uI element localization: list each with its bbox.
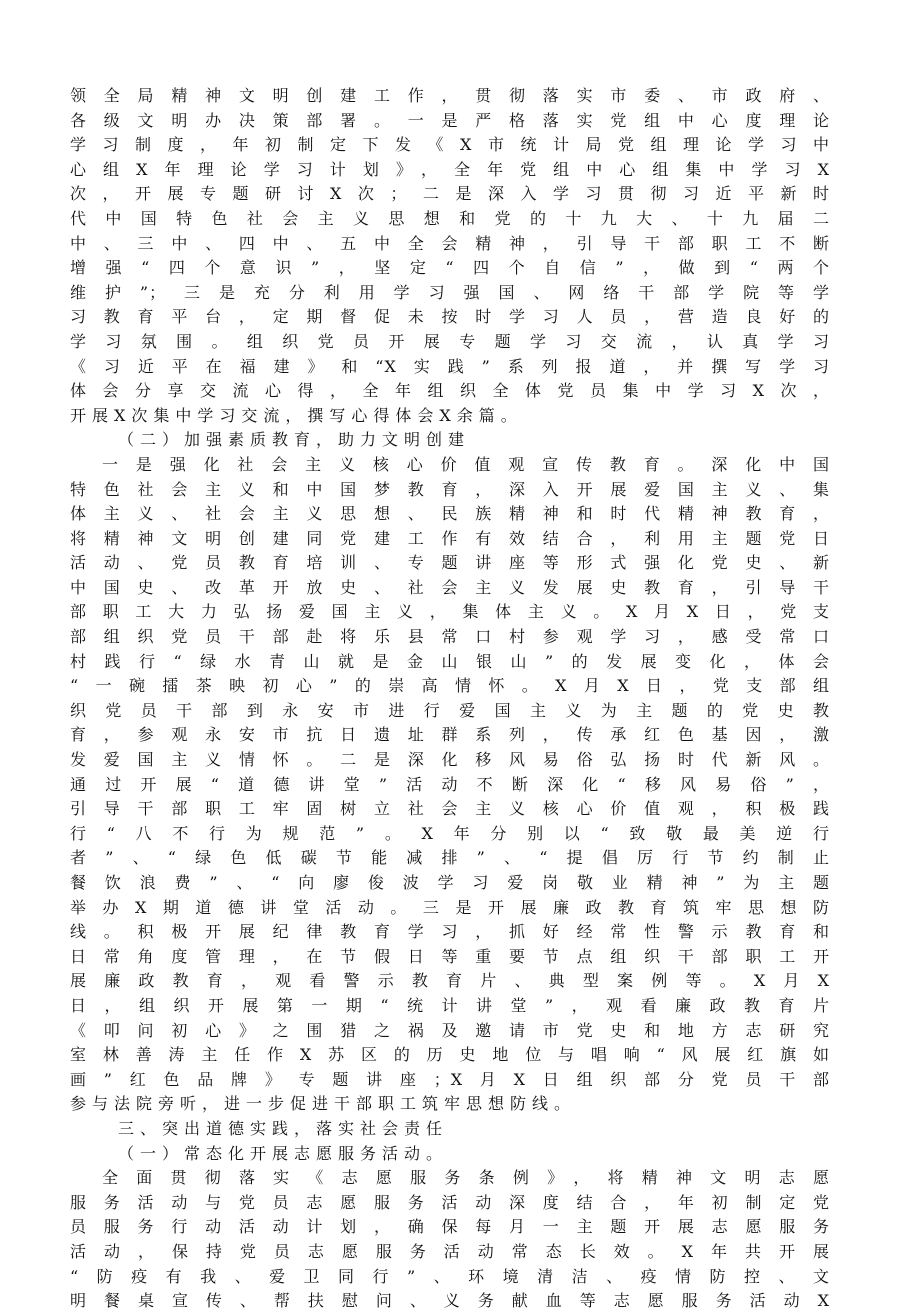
text-line: “一碗擂茶映初心”的崇高情怀。X月X日，党支部组 xyxy=(70,676,830,696)
paragraph-last-line: 开展X次集中学习交流，撰写心得体会X余篇。 xyxy=(70,405,523,425)
text-line: 画”红色品牌》专题讲座；X月X日组织部分党员干部 xyxy=(70,1069,830,1089)
text-line: 展廉政教育，观看警示教育片、典型案例等。X月X xyxy=(70,971,830,991)
text-line: 室林善涛主任作X苏区的历史地位与唱响“风展红旗如 xyxy=(70,1045,830,1065)
text-line: 线。积极开展纪律教育学习，抓好经常性警示教育和 xyxy=(70,922,830,942)
text-line: 维护”；三是充分利用学习强国、网络干部学院等学 xyxy=(70,282,830,302)
text-line: 各级文明办决策部署。一是严格落实党组中心度理论 xyxy=(70,110,830,130)
paragraph-last-line: 参与法院旁听，进一步促进干部职工筑牢思想防线。 xyxy=(70,1094,577,1114)
text-line: 将精神文明创建同党建工作有效结合，利用主题党日 xyxy=(70,528,830,548)
text-line: 发爱国主义情怀。二是深化移风易俗弘扬时代新风。 xyxy=(70,750,830,770)
text-line: 特色社会主义和中国梦教育，深入开展爱国主义、集 xyxy=(70,479,830,499)
text-line: 举办X期道德讲堂活动。三是开展廉政教育筑牢思想防 xyxy=(70,897,830,917)
text-line: 学习制度，年初制定下发《X市统计局党组理论学习中 xyxy=(70,135,830,155)
text-line: 代中国特色社会主义思想和党的十九大、十九届二 xyxy=(70,208,830,228)
text-line: 中、三中、四中、五中全会精神，引导干部职工不断 xyxy=(70,233,830,253)
text-line: 通过开展“道德讲堂”活动不断深化“移风易俗”， xyxy=(70,774,830,794)
text-line: 者”、“绿色低碳节能减排”、“提倡厉行节约制止 xyxy=(70,848,830,868)
paragraph-first-line: 全面贯彻落实《志愿服务条例》，将精神文明志愿 xyxy=(102,1168,830,1188)
subsection-heading: （一）常态化开展志愿服务活动。 xyxy=(118,1143,449,1163)
text-line: 增强“四个意识”，坚定“四个自信”，做到“两个 xyxy=(70,258,830,278)
text-line: 习教育平台，定期督促未按时学习人员，营造良好的 xyxy=(70,307,830,327)
text-line: 引导干部职工牢固树立社会主义核心价值观，积极践 xyxy=(70,799,830,819)
text-line: 村践行“绿水青山就是金山银山”的发展变化，体会 xyxy=(70,651,830,671)
text-line: 织党员干部到永安市进行爱国主义为主题的党史教 xyxy=(70,700,830,720)
text-line: 学习氛围。组织党员开展专题学习交流，认真学习 xyxy=(70,331,830,351)
text-line: 日，组织开展第一期“统计讲堂”，观看廉政教育片 xyxy=(70,995,830,1015)
text-line: 日常角度管理，在节假日等重要节点组织干部职工开 xyxy=(70,946,830,966)
text-line: 服务活动与党员志愿服务活动深度结合，年初制定党 xyxy=(70,1192,830,1212)
text-line: 《习近平在福建》和“X实践”系列报道，并撰写学习 xyxy=(70,356,830,376)
text-line: “防疫有我、爱卫同行”、环境清洁、疫情防控、文 xyxy=(70,1266,830,1286)
text-line: 明餐桌宣传、帮扶慰问、义务献血等志愿服务活动X xyxy=(70,1291,830,1311)
document-body xyxy=(70,84,830,1314)
text-line: 行“八不行为规范”。X年分别以“致敬最美逆行 xyxy=(70,823,830,843)
text-line: 员服务行动活动计划，确保每月一主题开展志愿服务 xyxy=(70,1217,830,1237)
section-heading: （二）加强素质教育，助力文明创建 xyxy=(118,430,471,450)
text-line: 部组织党员干部赴将乐县常口村参观学习，感受常口 xyxy=(70,627,830,647)
text-line: 餐饮浪费”、“向廖俊波学习爱岗敬业精神”为主题 xyxy=(70,873,830,892)
text-line: 中国史、改革开放史、社会主义发展史教育，引导干 xyxy=(70,577,830,597)
text-line: 心组X年理论学习计划》，全年党组中心组集中学习X xyxy=(70,159,830,179)
text-line: 《叩问初心》之围猎之祸及邀请市党史和地方志研究 xyxy=(70,1020,830,1040)
text-line: 活动，保持党员志愿服务活动常态长效。X年共开展 xyxy=(70,1241,830,1261)
text-line: 领全局精神文明创建工作，贯彻落实市委、市政府、 xyxy=(70,86,830,105)
text-line: 体会分享交流心得，全年组织全体党员集中学习X次， xyxy=(70,381,830,401)
text-line: 次，开展专题研讨X次；二是深入学习贯彻习近平新时 xyxy=(70,184,830,204)
text-line: 部职工大力弘扬爱国主义，集体主义。X月X日，党支 xyxy=(70,602,830,622)
text-line: 活动、党员教育培训、专题讲座等形式强化党史、新 xyxy=(70,553,830,573)
text-line: 育，参观永安市抗日遗址群系列，传承红色基因，激 xyxy=(70,725,830,745)
text-line: 体主义、社会主义思想、民族精神和时代精神教育， xyxy=(70,504,830,524)
section-heading: 三、突出道德实践，落实社会责任 xyxy=(118,1118,449,1138)
paragraph-first-line: 一是强化社会主义核心价值观宣传教育。深化中国 xyxy=(102,454,830,474)
